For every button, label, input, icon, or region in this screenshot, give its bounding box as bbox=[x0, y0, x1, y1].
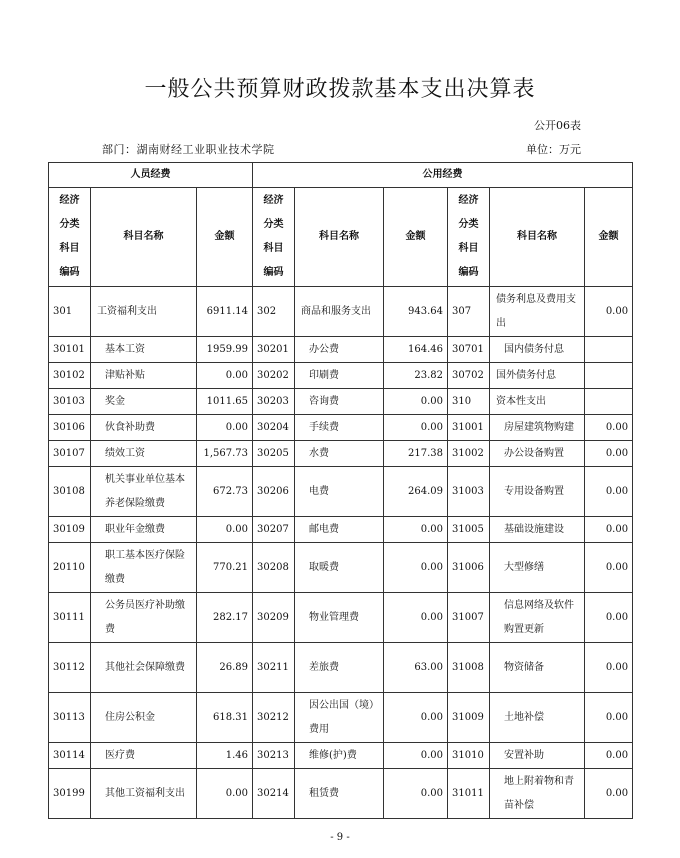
name-cell: 职工基本医疗保险缴费 bbox=[91, 543, 197, 593]
amount-cell: 770.21 bbox=[197, 543, 253, 593]
code-cell: 20110 bbox=[49, 543, 91, 593]
name-cell: 绩效工资 bbox=[91, 441, 197, 467]
code-cell: 30107 bbox=[49, 441, 91, 467]
name-cell: 地上附着物和青苗补偿 bbox=[490, 769, 585, 819]
code-cell: 31008 bbox=[448, 643, 490, 693]
amount-cell: 0.00 bbox=[197, 415, 253, 441]
table-row bbox=[49, 543, 633, 593]
amount-cell: 618.31 bbox=[197, 693, 253, 743]
code-cell: 30108 bbox=[49, 467, 91, 517]
code-cell: 307 bbox=[448, 287, 490, 337]
name-cell: 信息网络及软件购置更新 bbox=[490, 593, 585, 643]
code-cell: 30213 bbox=[253, 743, 295, 769]
amount-cell: 0.00 bbox=[585, 517, 633, 543]
amount-cell: 0.00 bbox=[384, 593, 448, 643]
name-cell: 国内债务付息 bbox=[490, 337, 585, 363]
name-cell: 土地补偿 bbox=[490, 693, 585, 743]
unit-label: 单位：万元 bbox=[526, 143, 581, 156]
amount-cell: 0.00 bbox=[585, 467, 633, 517]
table-row bbox=[49, 415, 633, 441]
code-cell: 30113 bbox=[49, 693, 91, 743]
amount-cell: 0.00 bbox=[585, 693, 633, 743]
name-cell: 债务利息及费用支出 bbox=[490, 287, 585, 337]
code-cell: 31010 bbox=[448, 743, 490, 769]
name-cell: 津贴补贴 bbox=[91, 363, 197, 389]
code-cell: 30203 bbox=[253, 389, 295, 415]
amount-cell: 672.73 bbox=[197, 467, 253, 517]
amount-cell: 1011.65 bbox=[197, 389, 253, 415]
name-cell: 商品和服务支出 bbox=[295, 287, 384, 337]
name-cell: 资本性支出 bbox=[490, 389, 585, 415]
name-cell: 住房公积金 bbox=[91, 693, 197, 743]
amount-cell: 6911.14 bbox=[197, 287, 253, 337]
code-cell: 30702 bbox=[448, 363, 490, 389]
amount-cell: 23.82 bbox=[384, 363, 448, 389]
table-row bbox=[49, 389, 633, 415]
header-amount: 金额 bbox=[197, 188, 253, 287]
name-cell: 房屋建筑物购建 bbox=[490, 415, 585, 441]
name-cell: 水费 bbox=[295, 441, 384, 467]
amount-cell: 0.00 bbox=[585, 593, 633, 643]
page-number: - 9 - bbox=[330, 832, 350, 843]
name-cell: 基本工资 bbox=[91, 337, 197, 363]
name-cell: 办公设备购置 bbox=[490, 441, 585, 467]
amount-cell: 1959.99 bbox=[197, 337, 253, 363]
name-cell: 物业管理费 bbox=[295, 593, 384, 643]
amount-cell: 0.00 bbox=[384, 415, 448, 441]
name-cell: 其他社会保障缴费 bbox=[91, 643, 197, 693]
name-cell: 办公费 bbox=[295, 337, 384, 363]
code-cell: 30209 bbox=[253, 593, 295, 643]
header-amount: 金额 bbox=[384, 188, 448, 287]
amount-cell: 0.00 bbox=[197, 517, 253, 543]
amount-cell: 0.00 bbox=[384, 389, 448, 415]
code-cell: 30201 bbox=[253, 337, 295, 363]
amount-cell: 0.00 bbox=[384, 769, 448, 819]
code-cell: 31007 bbox=[448, 593, 490, 643]
name-cell: 咨询费 bbox=[295, 389, 384, 415]
code-cell: 30205 bbox=[253, 441, 295, 467]
amount-cell: 0.00 bbox=[384, 543, 448, 593]
amount-cell: 0.00 bbox=[585, 643, 633, 693]
code-cell: 30211 bbox=[253, 643, 295, 693]
code-cell: 30208 bbox=[253, 543, 295, 593]
header-code: 经济分类科目编码 bbox=[49, 188, 91, 287]
name-cell: 租赁费 bbox=[295, 769, 384, 819]
code-cell: 310 bbox=[448, 389, 490, 415]
code-cell: 31003 bbox=[448, 467, 490, 517]
code-cell: 30101 bbox=[49, 337, 91, 363]
code-cell: 30199 bbox=[49, 769, 91, 819]
personnel-section-header: 人员经费 bbox=[49, 163, 253, 188]
code-cell: 30701 bbox=[448, 337, 490, 363]
code-cell: 30111 bbox=[49, 593, 91, 643]
table-row bbox=[49, 467, 633, 517]
code-cell: 30109 bbox=[49, 517, 91, 543]
code-cell: 30114 bbox=[49, 743, 91, 769]
amount-cell: 63.00 bbox=[384, 643, 448, 693]
amount-cell: 0.00 bbox=[585, 415, 633, 441]
amount-cell: 282.17 bbox=[197, 593, 253, 643]
header-name: 科目名称 bbox=[295, 188, 384, 287]
code-cell: 30202 bbox=[253, 363, 295, 389]
table-row bbox=[49, 743, 633, 769]
code-cell: 30214 bbox=[253, 769, 295, 819]
table-row bbox=[49, 643, 633, 693]
table-row bbox=[49, 337, 633, 363]
name-cell: 手续费 bbox=[295, 415, 384, 441]
name-cell: 因公出国（境）费用 bbox=[295, 693, 384, 743]
name-cell: 电费 bbox=[295, 467, 384, 517]
amount-cell bbox=[585, 389, 633, 415]
header-amount: 金额 bbox=[585, 188, 633, 287]
name-cell: 安置补助 bbox=[490, 743, 585, 769]
table-row bbox=[49, 769, 633, 819]
amount-cell: 0.00 bbox=[585, 441, 633, 467]
code-cell: 31009 bbox=[448, 693, 490, 743]
column-header-row bbox=[49, 188, 633, 287]
amount-cell: 0.00 bbox=[197, 363, 253, 389]
name-cell: 伙食补助费 bbox=[91, 415, 197, 441]
name-cell: 专用设备购置 bbox=[490, 467, 585, 517]
name-cell: 物资储备 bbox=[490, 643, 585, 693]
amount-cell: 217.38 bbox=[384, 441, 448, 467]
name-cell: 取暖费 bbox=[295, 543, 384, 593]
section-header-row bbox=[49, 163, 633, 188]
public-section-header: 公用经费 bbox=[253, 163, 633, 188]
amount-cell: 943.64 bbox=[384, 287, 448, 337]
name-cell: 基础设施建设 bbox=[490, 517, 585, 543]
name-cell: 工资福利支出 bbox=[91, 287, 197, 337]
amount-cell: 0.00 bbox=[384, 517, 448, 543]
table-row bbox=[49, 363, 633, 389]
name-cell: 印刷费 bbox=[295, 363, 384, 389]
header-code: 经济分类科目编码 bbox=[253, 188, 295, 287]
name-cell: 其他工资福利支出 bbox=[91, 769, 197, 819]
name-cell: 医疗费 bbox=[91, 743, 197, 769]
amount-cell: 164.46 bbox=[384, 337, 448, 363]
department-label: 部门：湖南财经工业职业技术学院 bbox=[102, 143, 275, 156]
amount-cell bbox=[585, 337, 633, 363]
name-cell: 奖金 bbox=[91, 389, 197, 415]
table-row bbox=[49, 441, 633, 467]
name-cell: 邮电费 bbox=[295, 517, 384, 543]
form-number: 公开06表 bbox=[534, 119, 581, 132]
code-cell: 302 bbox=[253, 287, 295, 337]
code-cell: 30102 bbox=[49, 363, 91, 389]
code-cell: 301 bbox=[49, 287, 91, 337]
amount-cell: 0.00 bbox=[384, 693, 448, 743]
amount-cell: 26.89 bbox=[197, 643, 253, 693]
name-cell: 大型修缮 bbox=[490, 543, 585, 593]
amount-cell bbox=[585, 363, 633, 389]
name-cell: 公务员医疗补助缴费 bbox=[91, 593, 197, 643]
code-cell: 30204 bbox=[253, 415, 295, 441]
page-title: 一般公共预算财政拨款基本支出决算表 bbox=[144, 77, 536, 102]
name-cell: 差旅费 bbox=[295, 643, 384, 693]
code-cell: 31006 bbox=[448, 543, 490, 593]
header-code: 经济分类科目编码 bbox=[448, 188, 490, 287]
header-name: 科目名称 bbox=[91, 188, 197, 287]
amount-cell: 0.00 bbox=[585, 743, 633, 769]
name-cell: 国外债务付息 bbox=[490, 363, 585, 389]
name-cell: 机关事业单位基本养老保险缴费 bbox=[91, 467, 197, 517]
table-row bbox=[49, 287, 633, 337]
code-cell: 30103 bbox=[49, 389, 91, 415]
amount-cell: 0.00 bbox=[585, 769, 633, 819]
expenditure-table bbox=[48, 162, 633, 819]
code-cell: 30106 bbox=[49, 415, 91, 441]
code-cell: 31011 bbox=[448, 769, 490, 819]
amount-cell: 0.00 bbox=[384, 743, 448, 769]
code-cell: 30206 bbox=[253, 467, 295, 517]
amount-cell: 1,567.73 bbox=[197, 441, 253, 467]
code-cell: 31002 bbox=[448, 441, 490, 467]
name-cell: 职业年金缴费 bbox=[91, 517, 197, 543]
code-cell: 31001 bbox=[448, 415, 490, 441]
table-row bbox=[49, 517, 633, 543]
amount-cell: 0.00 bbox=[197, 769, 253, 819]
amount-cell: 264.09 bbox=[384, 467, 448, 517]
code-cell: 30112 bbox=[49, 643, 91, 693]
code-cell: 30212 bbox=[253, 693, 295, 743]
amount-cell: 0.00 bbox=[585, 543, 633, 593]
name-cell: 维修(护)费 bbox=[295, 743, 384, 769]
code-cell: 31005 bbox=[448, 517, 490, 543]
amount-cell: 1.46 bbox=[197, 743, 253, 769]
header-name: 科目名称 bbox=[490, 188, 585, 287]
code-cell: 30207 bbox=[253, 517, 295, 543]
amount-cell: 0.00 bbox=[585, 287, 633, 337]
table-row bbox=[49, 693, 633, 743]
table-row bbox=[49, 593, 633, 643]
